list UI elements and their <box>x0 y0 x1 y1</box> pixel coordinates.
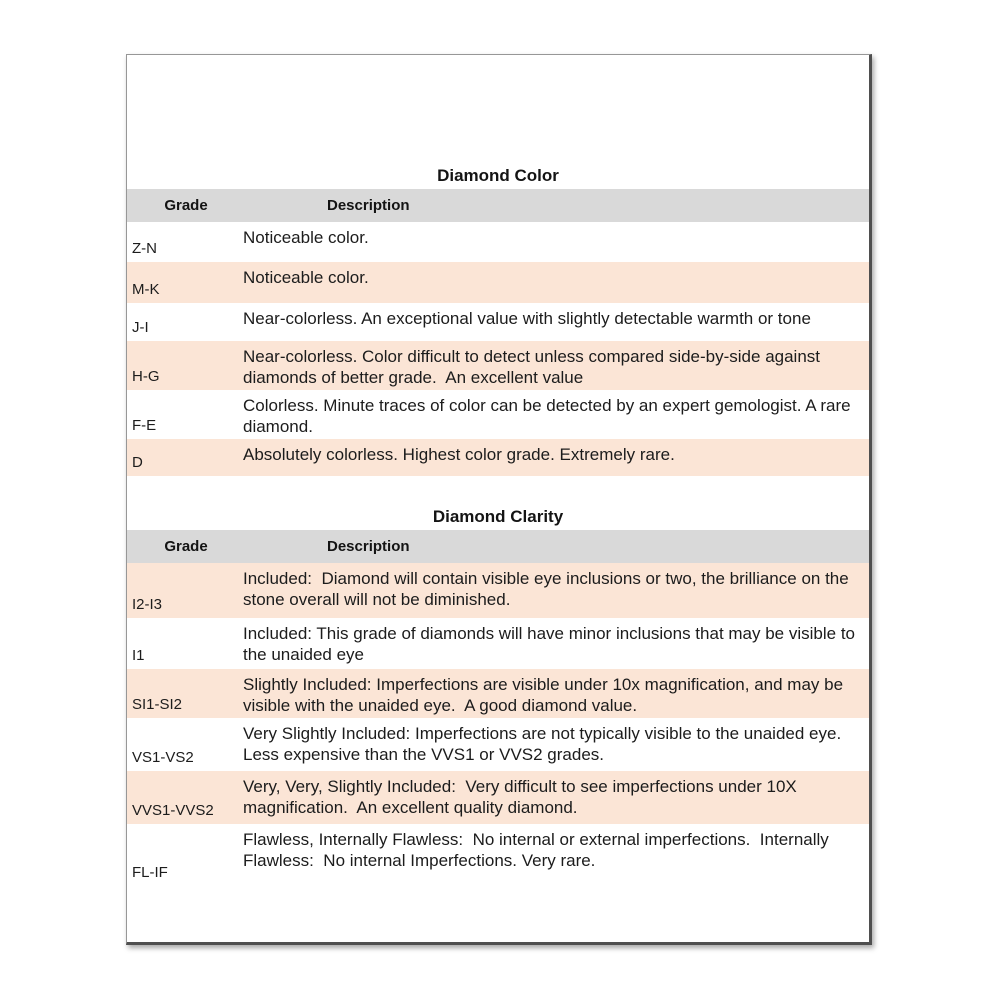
table-row <box>127 390 869 439</box>
table-row <box>127 669 869 718</box>
table-row <box>127 618 869 669</box>
grade-cell: I1 <box>132 647 145 664</box>
grade-cell: VS1-VS2 <box>132 749 194 766</box>
grade-cell: M-K <box>132 281 160 298</box>
description-cell: Noticeable color. <box>243 228 369 247</box>
grade-cell: Z-N <box>132 240 157 257</box>
table-header-row <box>127 189 869 222</box>
document-page <box>126 54 872 945</box>
table-row <box>127 439 869 476</box>
table-row <box>127 771 869 824</box>
grade-cell: FL-IF <box>132 864 168 881</box>
grade-cell: J-I <box>132 319 149 336</box>
column-header-description: Description <box>327 197 410 214</box>
description-cell: Noticeable color. <box>243 268 369 287</box>
diamond-clarity-title: Diamond Clarity <box>432 507 564 526</box>
grade-cell: VVS1-VVS2 <box>132 802 214 819</box>
table-row <box>127 303 869 341</box>
table-header-row <box>127 530 869 563</box>
diamond-color-table <box>127 189 869 476</box>
grade-cell: I2-I3 <box>132 596 163 613</box>
table-row <box>127 222 869 262</box>
diamond-color-title: Diamond Color <box>437 166 559 185</box>
description-cell: Very, Very, Slightly Included: Very difficult to see imperfections under 10X magnification. An excellent quality diamond. <box>243 777 802 817</box>
table-row <box>127 341 869 390</box>
grade-cell: H-G <box>132 368 160 385</box>
column-header-grade: Grade <box>164 197 208 214</box>
description-cell: Colorless. Minute traces of color can be detected by an expert gemologist. A rare diamond. <box>243 396 856 436</box>
description-cell: Included: Diamond will contain visible eye inclusions or two, the brilliance on the stone overall will not be diminished. <box>243 569 854 609</box>
diamond-color-section <box>127 165 869 476</box>
table-row <box>127 563 869 618</box>
grade-cell: SI1-SI2 <box>132 696 183 713</box>
diamond-clarity-section <box>127 506 869 886</box>
description-cell: Near-colorless. An exceptional value with slightly detectable warmth or tone <box>243 309 811 328</box>
table-row <box>127 718 869 771</box>
grade-cell: D <box>132 454 143 471</box>
description-cell: Included: This grade of diamonds will have minor inclusions that may be visible to the unaided eye <box>243 624 860 664</box>
column-header-description: Description <box>327 538 410 555</box>
column-header-grade: Grade <box>164 538 208 555</box>
diamond-clarity-table <box>127 530 869 886</box>
grade-cell: F-E <box>132 417 157 434</box>
description-cell: Absolutely colorless. Highest color grade. Extremely rare. <box>243 445 675 464</box>
table-row <box>127 824 869 886</box>
description-cell: Flawless, Internally Flawless: No internal or external imperfections. Internally Flawless: No internal Imperfections. Very rare. <box>243 830 834 870</box>
description-cell: Near-colorless. Color difficult to detect unless compared side-by-side against diamonds of better grade. An excellent value <box>243 347 825 387</box>
table-row <box>127 262 869 303</box>
description-cell: Slightly Included: Imperfections are visible under 10x magnification, and may be visible with the unaided eye. A good diamond value. <box>243 675 848 715</box>
description-cell: Very Slightly Included: Imperfections are not typically visible to the unaided eye. Less expensive than the VVS1 or VVS2 grades. <box>243 724 851 764</box>
